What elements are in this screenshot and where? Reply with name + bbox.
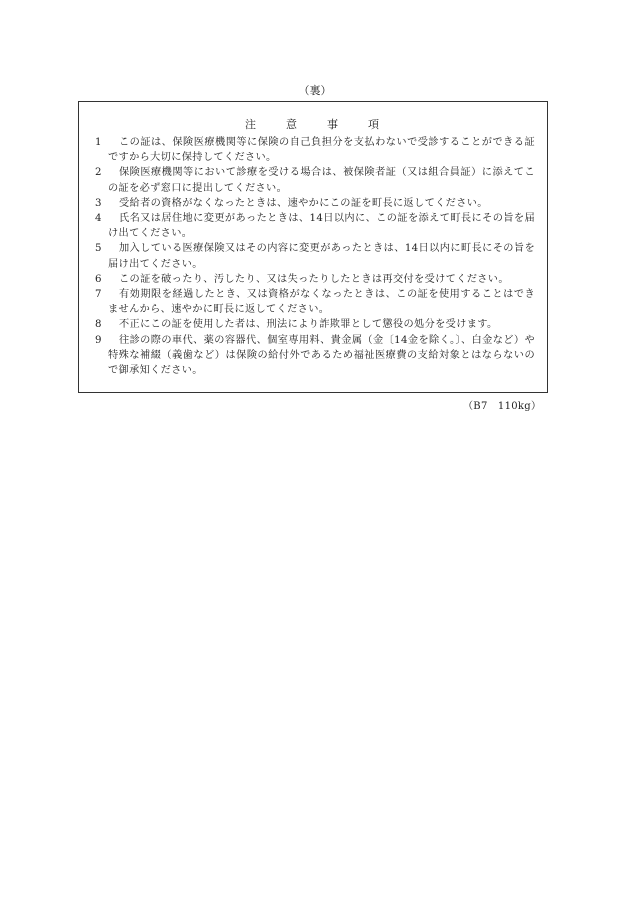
heading-char: 事 (327, 118, 340, 131)
item-text: 加入している医療保険又はその内容に変更があったときは、14日以内に町長にその旨を届け出てください。 (108, 243, 535, 270)
notice-item (95, 333, 535, 379)
item-text: この証は、保険医療機関等に保険の自己負担分を支払わないで受診することができる証ですから大切に保持してください。 (108, 137, 535, 164)
item-number: 3 (95, 197, 102, 209)
form-code-label: （B7 110kg） (463, 401, 542, 412)
item-text: 氏名又は居住地に変更があったときは、14日以内に、この証を添えて町長にその旨を届け出てください。 (108, 213, 535, 240)
notice-item (95, 317, 535, 332)
heading-char: 意 (286, 118, 299, 131)
item-number: 8 (95, 319, 102, 331)
item-number: 2 (95, 167, 102, 179)
item-text: 不正にこの証を使用した者は、刑法により詐欺罪として懲役の処分を受けます。 (119, 319, 498, 331)
notice-item (95, 211, 535, 241)
notice-item (95, 165, 535, 195)
item-text: 受給者の資格がなくなったときは、速やかにこの証を町長に返してください。 (119, 197, 488, 209)
item-text: この証を破ったり、汚したり、又は失ったりしたときは再交付を受けてください。 (119, 273, 509, 285)
notice-item (95, 241, 535, 271)
reverse-side-label: （裏） (298, 84, 332, 97)
notice-item (95, 287, 535, 317)
item-number: 6 (95, 273, 102, 285)
notice-item (95, 196, 535, 211)
notice-item (95, 135, 535, 165)
item-number: 9 (95, 334, 102, 346)
item-number: 4 (95, 213, 102, 225)
notice-item (95, 272, 535, 287)
item-text: 往診の際の車代、薬の容器代、個室専用料、貴金属（金〔14金を除く。〕、白金など）や特殊な補綴（義歯など）は保険の給付外であるため福祉医療費の支給対象とはならないので御承知ください。 (108, 334, 535, 377)
item-text: 保険医療機関等において診療を受ける場合は、被保険者証（又は組合員証）に添えてこの証を必ず窓口に提出してください。 (108, 167, 535, 194)
notice-items (95, 135, 535, 378)
notice-heading (79, 118, 547, 132)
notice-box (78, 101, 548, 393)
heading-char: 注 (245, 118, 258, 131)
item-number: 5 (95, 243, 102, 255)
item-text: 有効期限を経過したとき、又は資格がなくなったときは、この証を使用することはできませんから、速やかに町長に返してください。 (108, 289, 535, 316)
item-number: 7 (95, 289, 102, 301)
heading-char: 項 (368, 118, 381, 131)
item-number: 1 (95, 137, 102, 148)
